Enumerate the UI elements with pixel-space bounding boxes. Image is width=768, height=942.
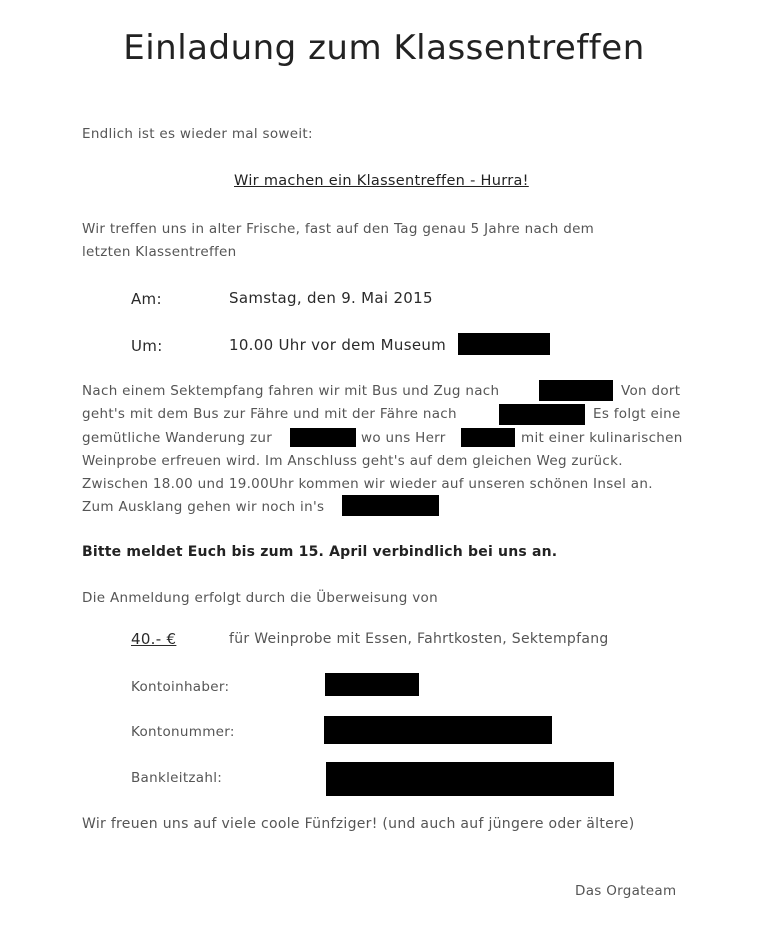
account-holder-label: Kontoinhaber: (131, 679, 230, 695)
para1-line2: letzten Klassentreffen (82, 244, 237, 260)
time-label: Um: (131, 337, 163, 355)
para1-line1: Wir treffen uns in alter Frische, fast auf den Tag genau 5 Jahre nach dem (82, 221, 595, 237)
closing-text: Wir freuen uns auf viele coole Fünfziger! (und auch auf jüngere oder ältere) (82, 816, 635, 832)
para2-line4: Weinprobe erfreuen wird. Im Anschluss geht's auf dem gleichen Weg zurück. (82, 453, 623, 469)
time-value: 10.00 Uhr vor dem Museum (229, 336, 447, 354)
redaction-box (342, 495, 439, 516)
redaction-box (324, 716, 552, 744)
redaction-box (290, 428, 356, 447)
date-value: Samstag, den 9. Mai 2015 (229, 289, 433, 307)
para2-line1a: Nach einem Sektempfang fahren wir mit Bus und Zug nach (82, 383, 500, 399)
para2-line3a: gemütliche Wanderung zur (82, 430, 273, 446)
deadline-text: Bitte meldet Euch bis zum 15. April verbindlich bei uns an. (82, 544, 558, 560)
account-number-label: Kontonummer: (131, 724, 235, 740)
redaction-box (458, 333, 550, 355)
intro-text: Endlich ist es wieder mal soweit: (82, 126, 313, 142)
redaction-box (325, 673, 419, 696)
para2-line1b: Von dort (621, 383, 681, 399)
price-amount: 40.- € (131, 630, 177, 648)
headline: Wir machen ein Klassentreffen - Hurra! (234, 173, 529, 189)
redaction-box (539, 380, 613, 401)
bank-code-label: Bankleitzahl: (131, 770, 223, 786)
para2-line3b: wo uns Herr (361, 430, 446, 446)
para2-line3c: mit einer kulinarischen (521, 430, 683, 446)
redaction-box (499, 404, 585, 425)
price-description: für Weinprobe mit Essen, Fahrtkosten, Sektempfang (229, 631, 609, 647)
para2-line6: Zum Ausklang gehen wir noch in's (82, 499, 325, 515)
redaction-box (326, 762, 614, 796)
date-label: Am: (131, 290, 162, 308)
para2-line2a: geht's mit dem Bus zur Fähre und mit der Fähre nach (82, 406, 457, 422)
para2-line5: Zwischen 18.00 und 19.00Uhr kommen wir wieder auf unseren schönen Insel an. (82, 476, 653, 492)
redaction-box (461, 428, 515, 447)
page-title: Einladung zum Klassentreffen (123, 28, 645, 68)
para2-line2b: Es folgt eine (593, 406, 681, 422)
payment-intro: Die Anmeldung erfolgt durch die Überweisung von (82, 590, 438, 606)
signature: Das Orgateam (575, 883, 677, 899)
